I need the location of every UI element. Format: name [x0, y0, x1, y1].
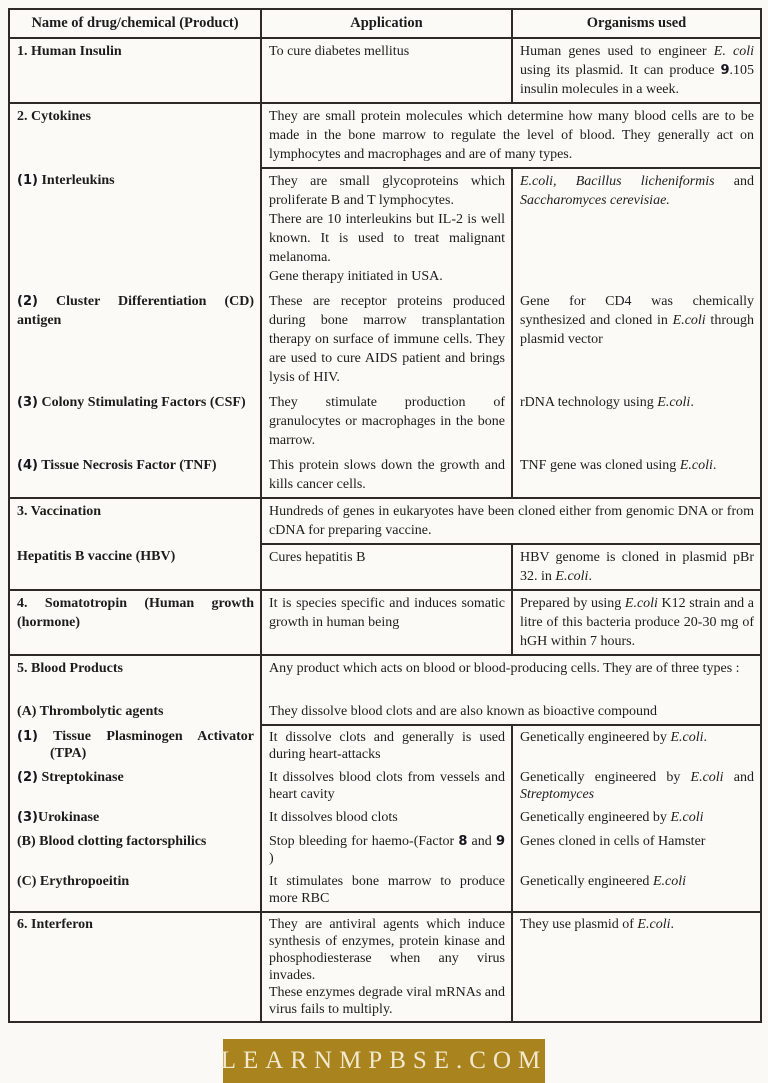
cell-vaccination-product: 3. Vaccination [9, 498, 261, 544]
cell-blood-products-product: 5. Blood Products [9, 655, 261, 699]
row-tnf [9, 453, 761, 498]
cell-thrombolytic-product: (A) Thrombolytic agents [9, 699, 261, 725]
cell-tnf-organisms: TNF gene was cloned using E.coli. [512, 453, 761, 498]
cell-interferon-application: They are antiviral agents which induce synthesis of enzymes, protein kinase and phosphodiesterase when any virus invades. These enzymes degrade viral mRNAs and virus fails to multiply. [261, 912, 512, 1022]
biotech-drugs-table [8, 8, 762, 1023]
cell-cd-antigen-product: (2) Cluster Differentiation (CD) antigen [9, 289, 261, 390]
cell-hbv-application: Cures hepatitis B [261, 544, 512, 590]
row-human-insulin [9, 38, 761, 103]
cell-urokinase-product: (3)Urokinase [9, 806, 261, 830]
row-tpa [9, 725, 761, 766]
row-hbv [9, 544, 761, 590]
cell-tpa-product: (1) Tissue Plasminogen Activator (TPA) [9, 725, 261, 766]
cell-somatotropin-organisms: Prepared by using E.coli K12 strain and a litre of this bacteria produce 20-30 mg of hGH within 7 hours. [512, 590, 761, 655]
cell-tnf-application: This protein slows down the growth and kills cancer cells. [261, 453, 512, 498]
watermark-text: LEARNMPBSE.COM [220, 1047, 548, 1074]
row-cytokines-intro [9, 103, 761, 168]
cell-urokinase-application: It dissolves blood clots [261, 806, 512, 830]
row-interleukins [9, 168, 761, 289]
scanned-document-page [0, 8, 768, 1074]
cell-csf-organisms: rDNA technology using E.coli. [512, 390, 761, 453]
row-somatotropin [9, 590, 761, 655]
cell-cytokines-product: 2. Cytokines [9, 103, 261, 168]
cell-human-insulin-product: 1. Human Insulin [9, 38, 261, 103]
row-streptokinase [9, 766, 761, 806]
cell-hbv-product: Hepatitis B vaccine (HBV) [9, 544, 261, 590]
row-blood-products-intro [9, 655, 761, 699]
row-interferon [9, 912, 761, 1022]
row-urokinase [9, 806, 761, 830]
row-csf [9, 390, 761, 453]
cell-urokinase-organisms: Genetically engineered by E.coli [512, 806, 761, 830]
cell-streptokinase-organisms: Genetically engineered by E.coli and Streptomyces [512, 766, 761, 806]
row-cd-antigen [9, 289, 761, 390]
cell-blood-products-intro: Any product which acts on blood or blood-producing cells. They are of three types : [261, 655, 761, 699]
cell-hbv-organisms: HBV genome is cloned in plasmid pBr 32. in E.coli. [512, 544, 761, 590]
watermark-banner [220, 1039, 548, 1083]
cell-csf-application: They stimulate production of granulocytes or macrophages in the bone marrow. [261, 390, 512, 453]
column-header-product: Name of drug/chemical (Product) [9, 9, 261, 38]
cell-tpa-organisms: Genetically engineered by E.coli. [512, 725, 761, 766]
column-header-application: Application [261, 9, 512, 38]
table-header-row [9, 9, 761, 38]
row-thrombolytic-agents [9, 699, 761, 725]
cell-blood-clotting-organisms: Genes cloned in cells of Hamster [512, 830, 761, 870]
column-header-organisms: Organisms used [512, 9, 761, 38]
cell-interferon-product: 6. Interferon [9, 912, 261, 1022]
cell-interleukins-organisms: E.coli, Bacillus licheniformis and Saccharomyces cerevisiae. [512, 168, 761, 289]
cell-interleukins-product: (1) Interleukins [9, 168, 261, 289]
cell-blood-clotting-product: (B) Blood clotting factorsphilics [9, 830, 261, 870]
cell-human-insulin-application: To cure diabetes mellitus [261, 38, 512, 103]
cell-somatotropin-product: 4. Somatotropin (Human growth (hormone) [9, 590, 261, 655]
cell-erythropoeitin-organisms: Genetically engineered E.coli [512, 870, 761, 912]
cell-tnf-product: (4) Tissue Necrosis Factor (TNF) [9, 453, 261, 498]
cell-tpa-application: It dissolve clots and generally is used during heart-attacks [261, 725, 512, 766]
cell-interleukins-application: They are small glycoproteins which proliferate B and T lymphocytes. There are 10 interleukins but IL-2 is well known. It is used to treat malignant melanoma. Gene therapy initiated in USA. [261, 168, 512, 289]
cell-erythropoeitin-product: (C) Erythropoeitin [9, 870, 261, 912]
row-erythropoeitin [9, 870, 761, 912]
row-blood-clotting-factors [9, 830, 761, 870]
cell-somatotropin-application: It is species specific and induces somatic growth in human being [261, 590, 512, 655]
cell-cytokines-intro: They are small protein molecules which determine how many blood cells are to be made in the bone marrow to regulate the level of blood. They generally act on lymphocytes and macrophages and are of many types. [261, 103, 761, 168]
cell-interferon-organisms: They use plasmid of E.coli. [512, 912, 761, 1022]
cell-vaccination-intro: Hundreds of genes in eukaryotes have been cloned either from genomic DNA or from cDNA for preparing vaccine. [261, 498, 761, 544]
cell-cd-antigen-organisms: Gene for CD4 was chemically synthesized and cloned in E.coli through plasmid vector [512, 289, 761, 390]
cell-human-insulin-organisms: Human genes used to engineer E. coli using its plasmid. It can produce 9.105 insulin molecules in a week. [512, 38, 761, 103]
cell-cd-antigen-application: These are receptor proteins produced during bone marrow transplantation therapy on surface of immune cells. They are used to cure AIDS patient and brings lysis of HIV. [261, 289, 512, 390]
cell-erythropoeitin-application: It stimulates bone marrow to produce more RBC [261, 870, 512, 912]
row-vaccination-intro [9, 498, 761, 544]
cell-streptokinase-product: (2) Streptokinase [9, 766, 261, 806]
cell-blood-clotting-application: Stop bleeding for haemo-(Factor 8 and 9 ) [261, 830, 512, 870]
cell-thrombolytic-intro: They dissolve blood clots and are also known as bioactive compound [261, 699, 761, 725]
cell-csf-product: (3) Colony Stimulating Factors (CSF) [9, 390, 261, 453]
cell-streptokinase-application: It dissolves blood clots from vessels and heart cavity [261, 766, 512, 806]
